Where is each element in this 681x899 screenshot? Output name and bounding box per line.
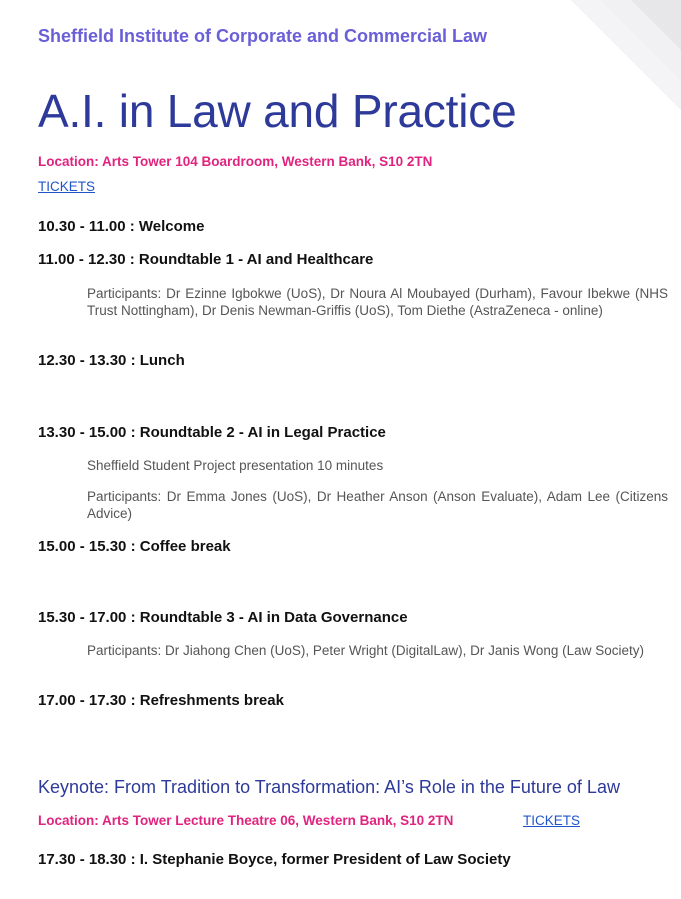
slot-roundtable-3: 15.30 - 17.00 : Roundtable 3 - AI in Data Governance [38, 609, 408, 626]
roundtable-2-participants: Participants: Dr Emma Jones (UoS), Dr Heather Anson (Anson Evaluate), Adam Lee (Citizens Advice) [87, 489, 668, 521]
slot-keynote-speaker: 17.30 - 18.30 : I. Stephanie Boyce, former President of Law Society [38, 851, 511, 868]
keynote-title: Keynote: From Tradition to Transformation: AI’s Role in the Future of Law [38, 777, 620, 797]
slot-lunch: 12.30 - 13.30 : Lunch [38, 352, 185, 369]
keynote-tickets-link[interactable]: TICKETS [523, 813, 581, 828]
slot-roundtable-1: 11.00 - 12.30 : Roundtable 1 - AI and Healthcare [38, 251, 374, 268]
slot-welcome: 10.30 - 11.00 : Welcome [38, 218, 205, 235]
roundtable-1-participants: Participants: Dr Ezinne Igbokwe (UoS), Dr Noura Al Moubayed (Durham), Favour Ibekwe (NHS Trust Nottingham), Dr Denis Newman-Griffis (UoS), Tom Diethe (AstraZeneca - online) [87, 286, 668, 318]
institute-name: Sheffield Institute of Corporate and Commercial Law [38, 26, 488, 46]
tickets-link[interactable]: TICKETS [38, 179, 96, 194]
slot-refreshments: 17.00 - 17.30 : Refreshments break [38, 692, 284, 709]
roundtable-2-note: Sheffield Student Project presentation 10 minutes [87, 458, 384, 473]
slot-coffee: 15.00 - 15.30 : Coffee break [38, 538, 231, 555]
corner-decoration [571, 0, 681, 110]
page-title: A.I. in Law and Practice [38, 85, 517, 137]
roundtable-3-participants: Participants: Dr Jiahong Chen (UoS), Peter Wright (DigitalLaw), Dr Janis Wong (Law Society) [87, 643, 644, 658]
venue-location: Location: Arts Tower 104 Boardroom, Western Bank, S10 2TN [38, 154, 433, 169]
slot-roundtable-2: 13.30 - 15.00 : Roundtable 2 - AI in Legal Practice [38, 424, 386, 441]
keynote-location: Location: Arts Tower Lecture Theatre 06, Western Bank, S10 2TN [38, 813, 454, 828]
